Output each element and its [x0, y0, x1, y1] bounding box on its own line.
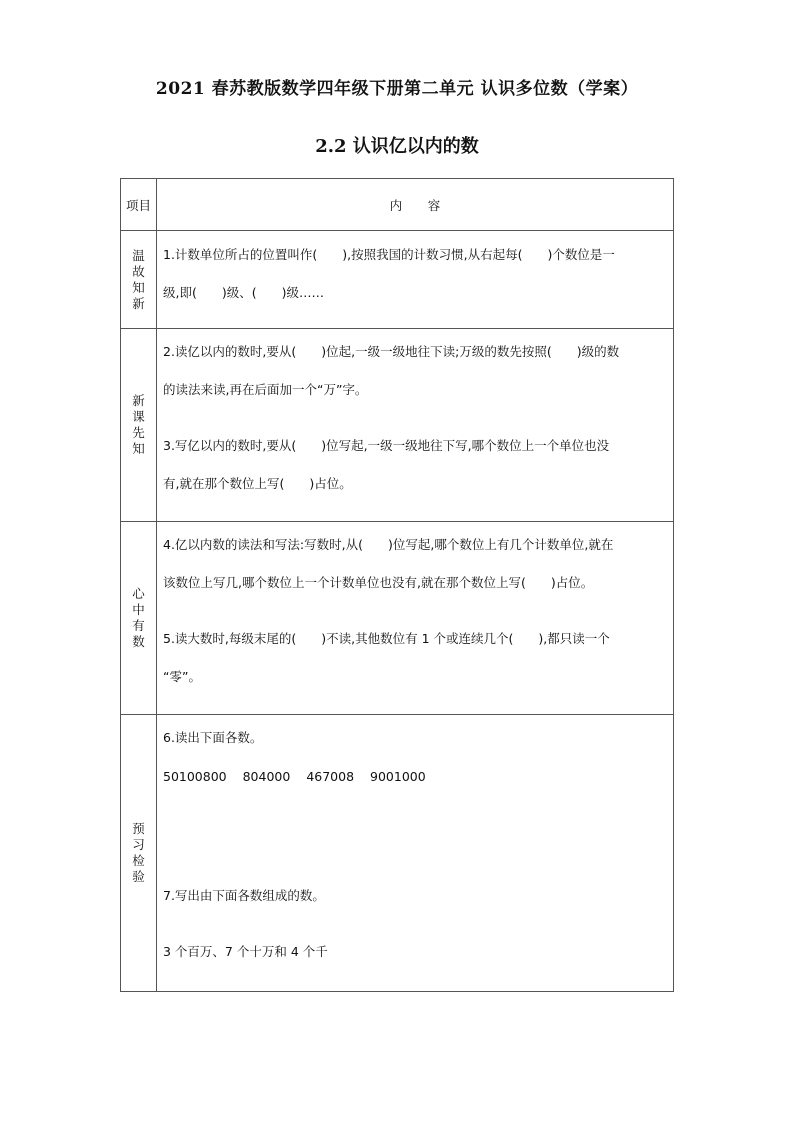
question-6: 6.读出下面各数。: [163, 730, 263, 745]
question-7: 7.写出由下面各数组成的数。: [163, 888, 325, 903]
label-char: 新: [132, 393, 145, 408]
label-char: 先: [132, 425, 145, 440]
col-header-item: 项目: [121, 179, 157, 231]
section-check: [121, 715, 674, 992]
question-line: “零”。: [163, 669, 201, 684]
question-line: 5.读大数时,每级末尾的( )不读,其他数位有 1 个或连续几个( ),都只读一个: [163, 631, 610, 646]
number-item: 467008: [306, 769, 355, 784]
lesson-table: [120, 178, 674, 992]
label-char: 课: [132, 409, 145, 424]
label-char: 有: [132, 618, 145, 633]
question-line: 的读法来读,再在后面加一个“万”字。: [163, 382, 368, 397]
label-char: 习: [132, 837, 145, 852]
table-header-row: [121, 179, 674, 231]
section-review: [121, 231, 674, 329]
label-char: 心: [132, 586, 145, 601]
label-char: 知: [132, 279, 145, 295]
page-title: 2021 春苏教版数学四年级下册第二单元 认识多位数（学案）: [155, 79, 639, 99]
label-char: 中: [132, 602, 145, 617]
section-content-check: [157, 715, 674, 992]
question-line: 有,就在那个数位上写( )占位。: [163, 476, 352, 491]
label-char: 数: [132, 634, 145, 649]
section-mind: [121, 522, 674, 715]
question-7-item: 3 个百万、7 个十万和 4 个千: [163, 944, 328, 959]
section-content-mind: [157, 522, 674, 715]
label-char: 知: [132, 441, 145, 456]
section-content-review: [157, 231, 674, 329]
question-line: 4.亿以内数的读法和写法:写数时,从( )位写起,哪个数位上有几个计数单位,就在: [163, 537, 614, 552]
section-label-check: [121, 715, 157, 992]
question-line: 该数位上写几,哪个数位上一个计数单位也没有,就在那个数位上写( )占位。: [163, 575, 594, 590]
label-char: 验: [132, 869, 145, 884]
question-line: 2.读亿以内的数时,要从( )位起,一级一级地往下读;万级的数先按照( )级的数: [163, 344, 620, 359]
section-label-review: [121, 231, 157, 329]
question-line: 3.写亿以内的数时,要从( )位写起,一级一级地往下写,哪个数位上一个单位也没: [163, 438, 610, 453]
section-label-mind: [121, 522, 157, 715]
question-line: 1.计数单位所占的位置叫作( ),按照我国的计数习惯,从右起每( )个数位是一: [163, 247, 615, 262]
label-char: 预: [132, 821, 145, 836]
number-item: 804000: [242, 769, 291, 784]
label-char: 新: [132, 295, 145, 311]
label-char: 温: [132, 247, 145, 263]
label-char: 检: [132, 853, 145, 868]
label-char: 故: [132, 263, 145, 279]
section-content-preview: [157, 329, 674, 522]
col-header-content: 内 容: [157, 179, 674, 231]
number-item: 9001000: [370, 769, 426, 784]
number-list: [163, 765, 667, 789]
section-preview: [121, 329, 674, 522]
lesson-subtitle: 2.2 认识亿以内的数: [315, 136, 479, 157]
question-line: 级,即( )级、( )级……: [163, 285, 324, 300]
section-label-preview: [121, 329, 157, 522]
number-item: 50100800: [163, 769, 227, 784]
